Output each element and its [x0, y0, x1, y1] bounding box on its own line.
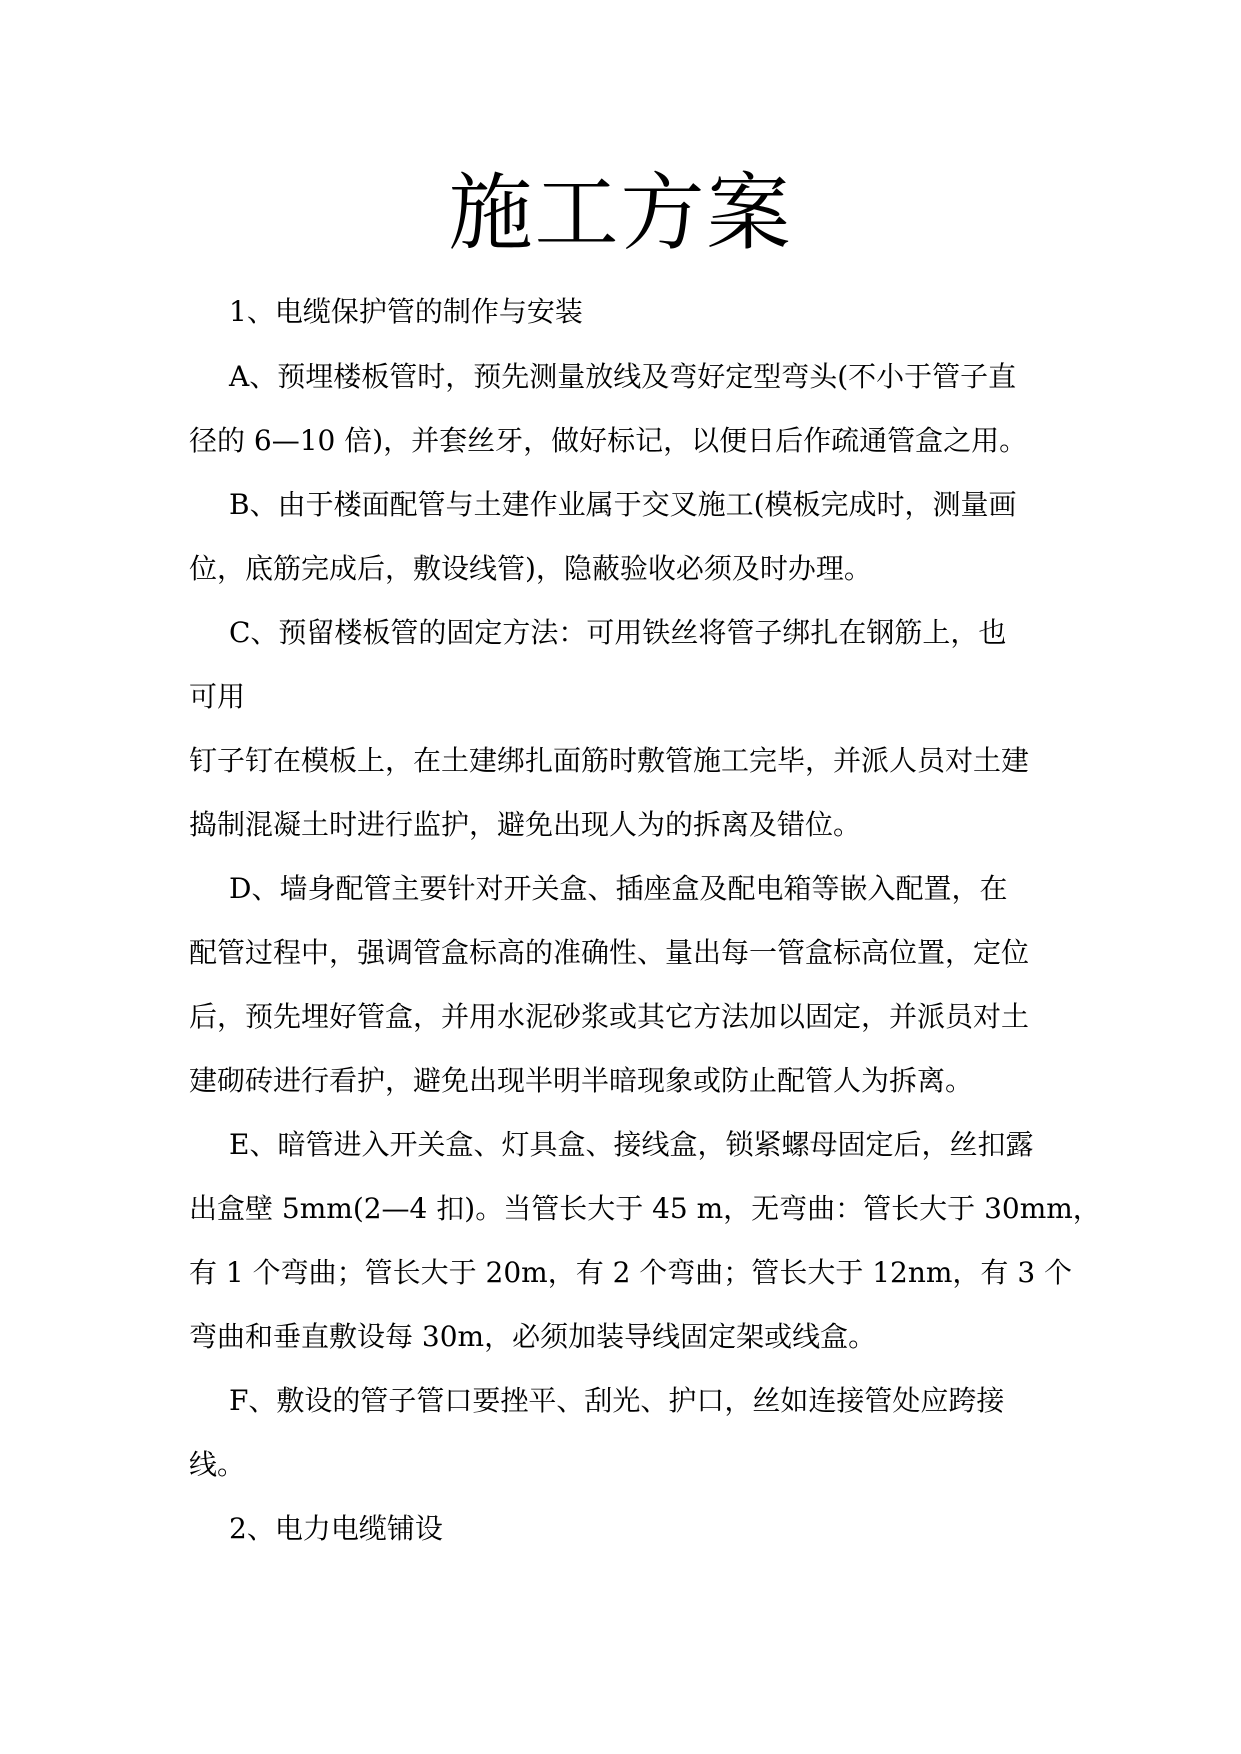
paragraph-d-line-2: 配管过程中，强调管盒标高的准确性、量出每一管盒标高位置，定位: [189, 936, 1030, 969]
paragraph-c-line-1: C、预留楼板管的固定方法：可用铁丝将管子绑扎在钢筋上，也: [229, 616, 1007, 649]
paragraph-f-line-1: F、敷设的管子管口要挫平、刮光、护口，丝如连接管处应跨接: [229, 1384, 1005, 1417]
paragraph-e-line-3: 有 1 个弯曲；管长大于 20m，有 2 个弯曲；管长大于 12nm，有 3 个: [189, 1256, 1073, 1289]
paragraph-a-line-2: 径的 6—10 倍)，并套丝牙，做好标记，以便日后作疏通管盒之用。: [189, 424, 1028, 457]
paragraph-e-line-4: 弯曲和垂直敷设每 30m，必须加装导线固定架或线盒。: [189, 1320, 877, 1353]
paragraph-e-line-1: E、暗管进入开关盒、灯具盒、接线盒，锁紧螺母固定后，丝扣露: [229, 1128, 1034, 1161]
paragraph-f-line-2: 线。: [189, 1448, 246, 1481]
paragraph-a-line-1: A、预埋楼板管时，预先测量放线及弯好定型弯头(不小于管子直: [229, 360, 1017, 393]
paragraph-b-line-2: 位，底筋完成后，敷设线管)，隐蔽验收必须及时办理。: [189, 552, 872, 585]
paragraph-b-line-1: B、由于楼面配管与土建作业属于交叉施工(模板完成时，测量画: [229, 488, 1017, 521]
paragraph-d-line-3: 后，预先埋好管盒，并用水泥砂浆或其它方法加以固定，并派员对土: [189, 1000, 1030, 1033]
paragraph-d-line-1: D、墙身配管主要针对开关盒、插座盒及配电箱等嵌入配置，在: [229, 872, 1008, 905]
paragraph-d-line-4: 建砌砖进行看护，避免出现半明半暗现象或防止配管人为拆离。: [189, 1064, 974, 1097]
section-heading-cable-conduit: 1、电缆保护管的制作与安装: [229, 295, 583, 328]
paragraph-c-line-4: 捣制混凝土时进行监护，避免出现人为的拆离及错位。: [189, 808, 862, 841]
paragraph-c-line-2: 可用: [189, 680, 246, 713]
document-title: 施工方案: [448, 164, 793, 262]
section-heading-power-cable: 2、电力电缆铺设: [229, 1512, 443, 1545]
paragraph-c-line-3: 钉子钉在模板上，在土建绑扎面筋时敷管施工完毕，并派人员对土建: [189, 744, 1030, 777]
paragraph-e-line-2: 出盒壁 5mm(2—4 扣)。当管长大于 45 m，无弯曲：管长大于 30mm，: [189, 1192, 1101, 1225]
